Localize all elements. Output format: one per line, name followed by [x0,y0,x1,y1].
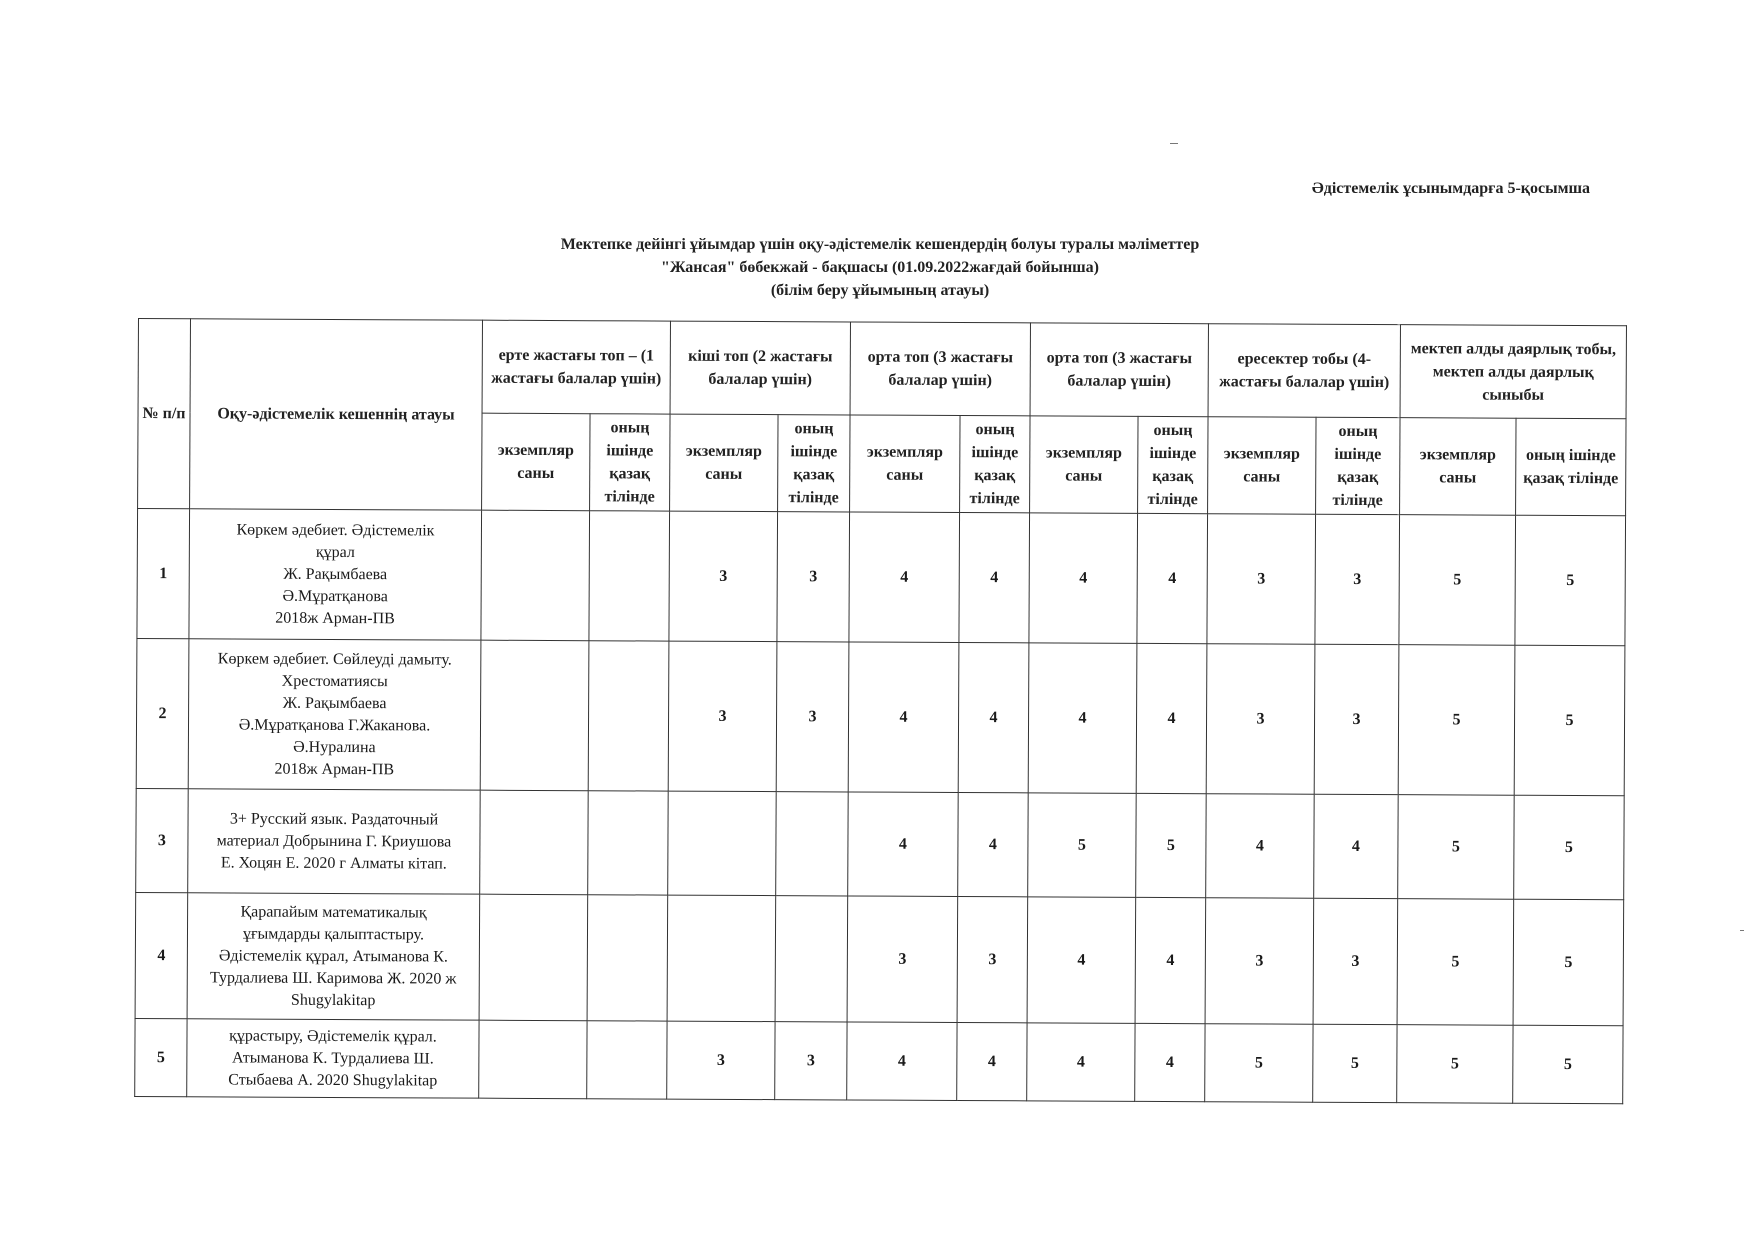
copies-count-cell: 3 [1205,898,1314,1025]
kazakh-count-cell: 4 [958,643,1029,793]
kazakh-count-cell: 3 [957,897,1028,1023]
row-number: 1 [137,509,190,639]
complex-name-line: Атыманова К. Турдалиева Ш. [232,1048,434,1067]
subheader-copies-count: экземпляр саны [482,413,590,511]
kazakh-count-cell [776,792,849,896]
appendix-note: Әдістемелік ұсынымдарға 5-қосымша [1311,180,1590,197]
copies-count-cell: 3 [668,641,777,792]
copies-count-cell: 5 [1205,1024,1313,1103]
complex-name-line: ұғымдарды қалыптастыру. [242,925,425,943]
table-row [136,788,1625,899]
copies-count-cell: 3 [1207,514,1316,645]
copies-count-cell [479,1020,587,1099]
complex-name-cell [189,509,482,640]
copies-count-cell [480,640,589,791]
complex-name-line: Қарапайым математикалық [240,903,427,921]
kazakh-count-cell [589,511,670,641]
copies-count-cell: 4 [1027,897,1136,1024]
table-row [137,509,1626,646]
scan-speck [1740,930,1744,931]
header-number: № п/п [138,319,191,509]
kazakh-count-cell [775,896,848,1022]
complex-name-line: құрал [315,543,355,561]
copies-count-cell: 3 [667,1021,775,1100]
complex-name-line: Стыбаева А. 2020 Shugylakitap [228,1070,438,1089]
kazakh-count-cell: 4 [1135,897,1206,1023]
copies-count-cell: 5 [1398,645,1515,796]
complex-name-line: Әдістемелік құрал, Атыманова К. [218,946,448,966]
copies-count-cell: 5 [1397,899,1514,1026]
complex-name-line: Ә.Мұратқанова [282,587,388,605]
header-group-senior: ересектер тобы (4-жастағы балалар үшін) [1208,324,1400,418]
copies-count-cell: 5 [1028,793,1137,898]
copies-count-cell: 4 [1206,794,1315,899]
kazakh-count-cell: 4 [1314,794,1399,898]
kazakh-count-cell: 4 [959,513,1030,643]
copies-count-cell: 4 [1027,1023,1135,1102]
kazakh-count-cell: 3 [776,642,849,792]
complex-name-line: 2018ж Арман-ПВ [274,760,395,778]
kazakh-count-cell: 5 [1514,645,1625,796]
title-line-1: Мектепке дейінгі ұйымдар үшін оқу-әдістемелік кешендердің болуы туралы мәліметтер [560,236,1200,253]
complex-name-line: Көркем әдебиет. Сөйлеуді дамыту. [217,649,452,669]
kazakh-count-cell [588,641,669,791]
kazakh-count-cell: 4 [1137,513,1208,643]
copies-count-cell: 4 [848,792,959,897]
complex-name-cell [187,893,480,1020]
kazakh-count-cell: 3 [777,512,850,642]
subheader-copies-count: экземпляр саны [850,415,960,513]
copies-count-cell: 3 [847,896,958,1023]
row-number: 3 [136,788,189,892]
row-number: 2 [136,638,189,788]
copies-count-cell: 5 [1398,795,1515,900]
copies-count-cell: 4 [847,1022,957,1101]
subheader-copies-count: экземпляр саны [1030,416,1138,514]
complex-name-line: Хрестоматиясы [281,672,388,690]
kazakh-count-cell: 3 [1315,514,1400,644]
table-row [135,1018,1623,1103]
subheader-kazakh-count: оның ішінде қазақ тілінде [1316,417,1400,514]
subheader-kazakh-count: оның ішінде қазақ тілінде [960,416,1030,513]
complex-name-line: 2018ж Арман-ПВ [275,609,395,627]
subheader-kazakh-count: оның ішінде қазақ тілінде [1138,416,1208,513]
kazakh-count-cell: 4 [1135,1023,1205,1101]
row-number: 4 [135,892,188,1018]
title-line-3: (білім беру ұйымының атауы) [770,282,990,299]
table-row [136,638,1625,795]
kazakh-count-cell: 5 [1313,1024,1397,1102]
complex-name-line: Ж. Рақымбаева [282,694,387,712]
subheader-copies-count: экземпляр саны [1400,418,1516,516]
document-title [450,233,1310,302]
row-number: 5 [135,1018,187,1096]
complex-name-line: Ә.Мұратқанова Г.Жаканова. [238,715,431,734]
kazakh-count-cell: 4 [1136,643,1207,793]
header-group-early-age: ерте жастағы топ – (1 жастағы балалар үшін) [482,320,670,414]
complex-name-line: құрастыру, Әдістемелік құрал. [229,1026,437,1045]
kazakh-count-cell [588,791,669,895]
kazakh-count-cell: 5 [1136,793,1207,897]
kazakh-count-cell [587,1021,667,1099]
methodical-complex-table [134,318,1627,1104]
kazakh-count-cell: 5 [1513,1025,1623,1104]
complex-name-cell [187,1019,479,1098]
kazakh-count-cell: 5 [1513,899,1624,1026]
kazakh-count-cell: 3 [1313,898,1398,1024]
complex-name-cell [188,639,481,790]
complex-name-line: Ж. Рақымбаева [283,565,388,583]
kazakh-count-cell [587,895,668,1021]
copies-count-cell [481,510,590,641]
kazakh-count-cell: 4 [957,1023,1027,1101]
copies-count-cell [668,791,777,896]
complex-name-cell [188,789,481,894]
subheader-kazakh-count: оның ішінде қазақ тілінде [778,415,850,512]
copies-count-cell: 5 [1397,1025,1513,1104]
header-complex-name: Оқу-әдістемелік кешеннің атауы [190,319,483,510]
complex-name-line: Shugylakitap [290,991,376,1009]
copies-count-cell [479,894,588,1021]
copies-count-cell [480,790,589,895]
complex-name-line: Көркем әдебиет. Әдістемелік [236,520,435,539]
header-group-middle-b: орта топ (3 жастағы балалар үшін) [1030,323,1208,417]
complex-name-line: Турдалиева Ш. Каримова Ж. 2020 ж [210,968,457,988]
table-row [135,892,1624,1025]
table-body [135,509,1626,1104]
header-group-preschool: мектеп алды даярлық тобы, мектеп алды даярлық сыныбы [1400,325,1626,419]
copies-count-cell: 4 [1029,513,1138,644]
copies-count-cell: 5 [1399,515,1516,646]
scan-speck [1170,143,1178,144]
complex-name-line: 3+ Русский язык. Раздаточный [229,809,439,828]
copies-count-cell: 3 [669,511,778,642]
header-group-junior: кіші топ (2 жастағы балалар үшін) [670,321,850,415]
copies-count-cell: 4 [1028,643,1137,794]
copies-count-cell: 3 [1206,644,1315,795]
subheader-copies-count: экземпляр саны [670,414,778,512]
complex-name-line: Е. Хоцян Е. 2020 г Алматы кітап. [220,853,447,873]
subheader-copies-count: экземпляр саны [1208,417,1316,515]
kazakh-count-cell: 3 [775,1022,847,1100]
copies-count-cell: 4 [848,642,959,793]
table-header-row-groups [138,319,1626,419]
kazakh-count-cell: 5 [1515,515,1626,646]
kazakh-count-cell: 3 [1314,644,1399,794]
header-group-middle-a: орта топ (3 жастағы балалар үшін) [850,322,1030,416]
complex-name-line: Ә.Нуралина [293,738,376,756]
title-line-2: "Жансая" бөбекжай - бақшасы (01.09.2022жағдай бойынша) [661,259,1099,276]
kazakh-count-cell: 5 [1514,795,1625,900]
copies-count-cell: 4 [849,512,960,643]
complex-name-line: материал Добрынина Г. Криушова [216,831,452,851]
copies-count-cell [667,895,776,1022]
subheader-kazakh-count: оның ішінде қазақ тілінде [1516,418,1626,516]
subheader-kazakh-count: оның ішінде қазақ тілінде [590,414,670,511]
kazakh-count-cell: 4 [958,793,1029,897]
